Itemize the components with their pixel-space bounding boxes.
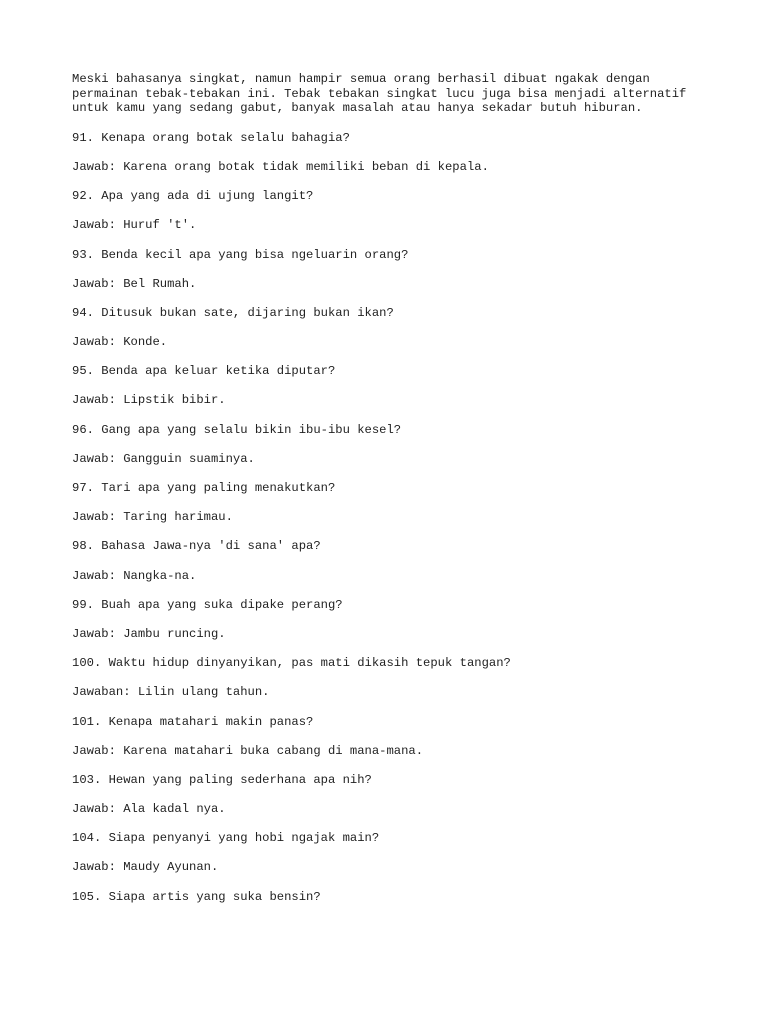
answer-103: Jawab: Ala kadal nya. bbox=[72, 802, 226, 817]
answer-94: Jawab: Konde. bbox=[72, 335, 168, 350]
answer-91: Jawab: Karena orang botak tidak memiliki beban di kepala. bbox=[72, 159, 489, 174]
answer-104: Jawab: Maudy Ayunan. bbox=[72, 860, 219, 875]
answer-98: Jawab: Nangka-na. bbox=[72, 568, 197, 583]
question-103: 103. Hewan yang paling sederhana apa nih? bbox=[72, 772, 372, 787]
answer-100: Jawaban: Lilin ulang tahun. bbox=[72, 685, 270, 700]
answer-101: Jawab: Karena matahari buka cabang di mana-mana. bbox=[72, 743, 424, 758]
answer-99: Jawab: Jambu runcing. bbox=[72, 626, 226, 641]
question-98: 98. Bahasa Jawa-nya 'di sana' apa? bbox=[72, 539, 321, 554]
answer-92: Jawab: Huruf 't'. bbox=[72, 218, 197, 233]
question-95: 95. Benda apa keluar ketika diputar? bbox=[72, 364, 336, 379]
question-99: 99. Buah apa yang suka dipake perang? bbox=[72, 597, 343, 612]
question-101: 101. Kenapa matahari makin panas? bbox=[72, 714, 314, 729]
answer-96: Jawab: Gangguin suaminya. bbox=[72, 451, 255, 466]
intro-paragraph: Meski bahasanya singkat, namun hampir semua orang berhasil dibuat ngakak dengan permainan tebak-tebakan ini. Tebak tebakan singkat lucu juga bisa menjadi alternatif untuk kamu yang sedang gabut, banyak masalah atau hanya sekadar butuh hiburan. bbox=[72, 72, 687, 116]
question-97: 97. Tari apa yang paling menakutkan? bbox=[72, 481, 336, 496]
question-100: 100. Waktu hidup dinyanyikan, pas mati dikasih tepuk tangan? bbox=[72, 656, 511, 671]
question-104: 104. Siapa penyanyi yang hobi ngajak main? bbox=[72, 831, 380, 846]
question-105: 105. Siapa artis yang suka bensin? bbox=[72, 889, 321, 904]
question-96: 96. Gang apa yang selalu bikin ibu-ibu kesel? bbox=[72, 422, 402, 437]
question-94: 94. Ditusuk bukan sate, dijaring bukan ikan? bbox=[72, 305, 394, 320]
question-92: 92. Apa yang ada di ujung langit? bbox=[72, 189, 314, 204]
answer-97: Jawab: Taring harimau. bbox=[72, 510, 233, 525]
answer-93: Jawab: Bel Rumah. bbox=[72, 276, 197, 291]
question-91: 91. Kenapa orang botak selalu bahagia? bbox=[72, 130, 350, 145]
document-page bbox=[72, 72, 692, 919]
question-93: 93. Benda kecil apa yang bisa ngeluarin orang? bbox=[72, 247, 409, 262]
answer-95: Jawab: Lipstik bibir. bbox=[72, 393, 226, 408]
